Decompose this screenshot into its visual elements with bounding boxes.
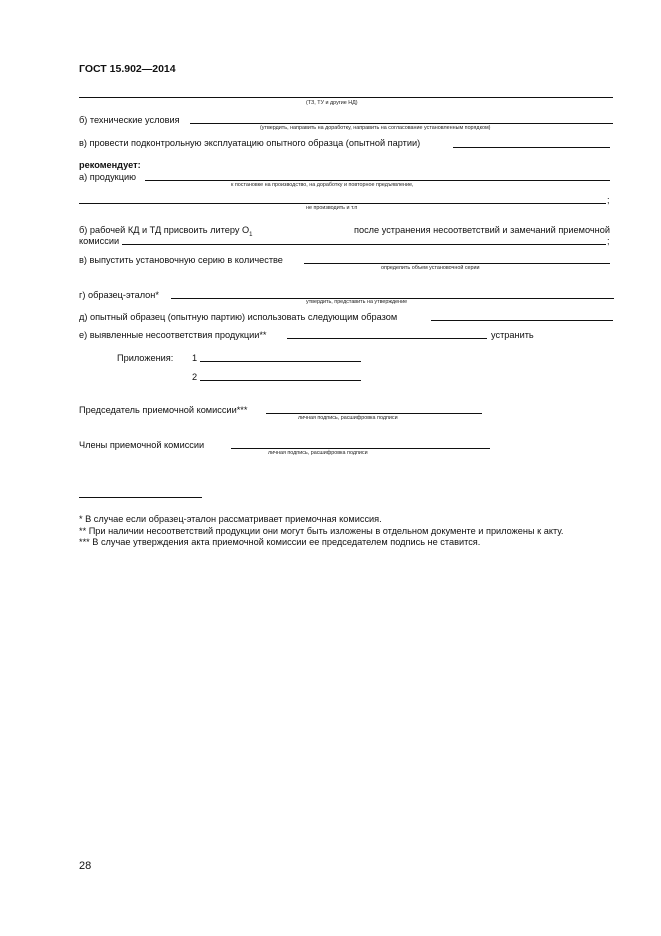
product-label: а) продукцию: [79, 172, 136, 182]
attachment-number: 1: [192, 353, 198, 363]
attachment-line[interactable]: [200, 380, 361, 381]
field-caption: (ТЗ, ТУ и другие НД): [306, 100, 358, 106]
attachment-number: 2: [192, 372, 198, 382]
batch-release-caption: определить объем установочной серии: [381, 265, 480, 271]
reference-sample-label: г) образец-эталон*: [79, 290, 159, 300]
letter-assignment-part1: б) рабочей КД и ТД присвоить литеру $О_1$: [79, 225, 253, 238]
letter-assignment-text: [79, 225, 610, 241]
document-number: ГОСТ 15.902—2014: [79, 63, 176, 75]
members-signature-line[interactable]: [231, 448, 490, 449]
product-caption-2: не производить и т.п: [306, 205, 358, 211]
attachment-line[interactable]: [200, 361, 361, 362]
letter-assignment-line[interactable]: [122, 244, 606, 245]
nonconformities-line[interactable]: [287, 338, 487, 339]
members-label: Члены приемочной комиссии: [79, 440, 205, 450]
semicolon: ;: [607, 195, 610, 205]
nonconformities-label: е) выявленные несоответствия продукции**: [79, 330, 267, 340]
commission-word: комиссии: [79, 236, 120, 246]
footnote-separator: [79, 497, 202, 498]
tech-conditions-line[interactable]: [190, 123, 613, 124]
footnote: * В случае если образец-эталон рассматривает приемочная комиссия.: [79, 514, 382, 524]
controlled-operation-label: в) провести подконтрольную эксплуатацию опытного образца (опытной партии): [79, 138, 421, 148]
footnote: ** При наличии несоответствий продукции они могут быть изложены в отдельном документе и приложены к акту.: [79, 526, 564, 536]
reference-sample-caption: утвердить, представить на утверждение: [306, 299, 408, 305]
page-number: 28: [79, 860, 92, 872]
fill-line[interactable]: [79, 97, 613, 98]
product-line-2[interactable]: [79, 203, 606, 204]
chairman-signature-line[interactable]: [266, 413, 482, 414]
chairman-caption: личная подпись, расшифровка подписи: [298, 415, 398, 421]
controlled-operation-line[interactable]: [453, 147, 610, 148]
footnote: *** В случае утверждения акта приемочной комиссии ее председателем подпись не ставится.: [79, 537, 481, 547]
product-caption: к постановке на производство, на доработку и повторное предъявление,: [231, 182, 414, 188]
prototype-use-label: д) опытный образец (опытную партию) использовать следующим образом: [79, 312, 398, 322]
batch-release-line[interactable]: [304, 263, 610, 264]
tech-conditions-label: б) технические условия: [79, 115, 180, 125]
prototype-use-line[interactable]: [431, 320, 613, 321]
semicolon: ;: [607, 236, 610, 246]
attachments-label: Приложения:: [117, 353, 174, 363]
batch-release-label: в) выпустить установочную серию в количестве: [79, 255, 283, 265]
tech-conditions-caption: (утвердить, направить на доработку, направить на согласование установленным порядком): [260, 125, 491, 131]
product-line[interactable]: [145, 180, 610, 181]
members-caption: личная подпись, расшифровка подписи: [268, 450, 368, 456]
nonconformities-suffix: устранить: [491, 330, 534, 340]
letter-assignment-part2: после устранения несоответствий и замечаний приемочной: [354, 225, 610, 235]
recommends-heading: рекомендует:: [79, 160, 141, 170]
chairman-label: Председатель приемочной комиссии***: [79, 405, 248, 415]
